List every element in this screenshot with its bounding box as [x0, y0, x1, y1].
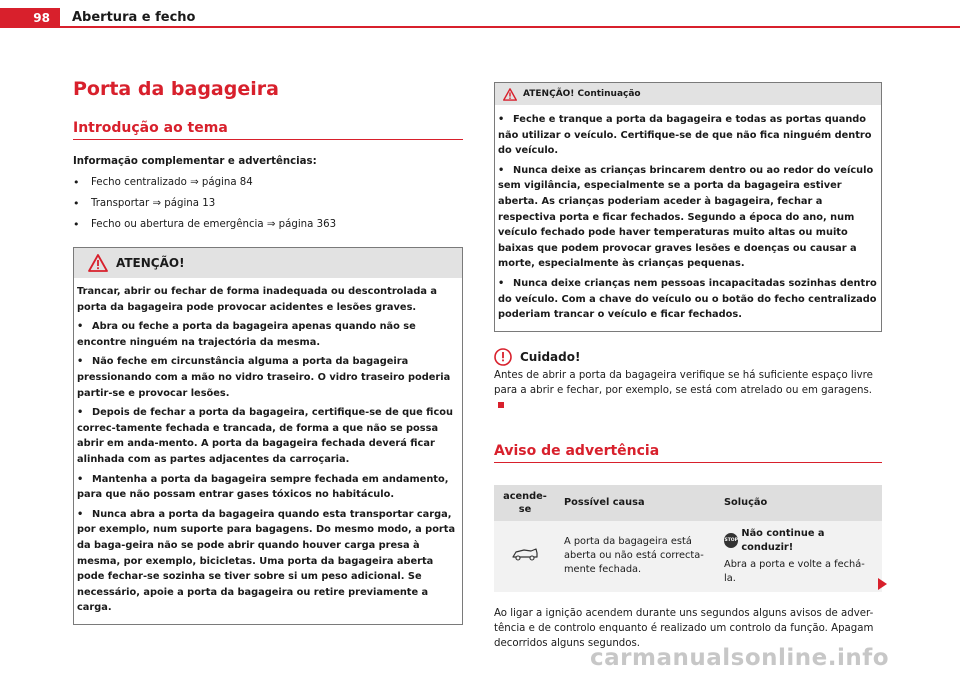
table-header: Solução — [716, 485, 882, 521]
warning-lamp-note: Ao ligar a ignição acendem durante uns segundos alguns avisos de adver-tência e de controlo enquanto é realizado um controlo da função. Apagam decorridos alguns segundos. — [494, 607, 874, 649]
warning-body — [74, 278, 462, 624]
end-marker-icon — [498, 402, 504, 408]
warning-lamp-heading: Aviso de advertência — [494, 443, 882, 463]
stop-icon: STOP — [724, 533, 738, 548]
page-header — [0, 0, 960, 28]
warning-continuation-title: ATENÇÃO! Continuação — [523, 89, 641, 99]
warning-item: • Mantenha a porta da bagageira sempre fechada em andamento, para que não possam entrar gases tóxicos no habitáculo. — [77, 473, 449, 501]
caution-text: Antes de abrir a porta da bagageira verifique se há suficiente espaço livre para a abrir e fechar, por exemplo, se está com atrelado ou em garagens. — [494, 368, 882, 413]
watermark: carmanualsonline.info — [590, 645, 890, 671]
warning-header — [74, 248, 462, 278]
warning-triangle-icon — [503, 88, 517, 101]
header-rule — [60, 26, 960, 28]
table-cell-icon — [494, 521, 556, 592]
caution-title: Cuidado! — [520, 349, 581, 364]
table-row — [494, 521, 882, 592]
reference-item[interactable]: • Transportar ⇒ página 13 — [73, 193, 463, 214]
warning-continuation-box — [494, 82, 882, 332]
table-cell-solution: STOP Não continue a conduzir! Abra a porta e volte a fechá-la. — [716, 521, 882, 592]
continue-arrow-icon — [878, 578, 887, 590]
table-cell-cause: A porta da bagageira está aberta ou não está correcta-mente fechada. — [556, 521, 716, 592]
warning-continuation-body — [495, 105, 881, 331]
bullet: • — [73, 176, 80, 189]
warning-box — [73, 247, 463, 625]
warning-lamp-table — [494, 485, 882, 592]
table-header: Possível causa — [556, 485, 716, 521]
warning-triangle-icon — [88, 254, 108, 272]
warning-item: • Abra ou feche a porta da bagageira apenas quando não se encontre ninguém na trajectória da mesma. — [77, 321, 416, 348]
warning-item: • Nunca deixe crianças nem pessoas incapacitadas sozinhas dentro do veículo. Com a chave do veículo ou o botão do fecho centralizado poderiam trancar o veículo e ficar fechados. — [498, 277, 877, 321]
warning-item: • Nunca deixe as crianças brincarem dentro ou ao redor do veículo sem vigilância, especialmente se a porta da bagageira estiver aberta. As crianças poderiam aceder à bagageira, fechar a respectiva porta e ficar fechados. Segundo a época do ano, num veículo fechado pode haver temperaturas muito altas ou muito baixas que podem provocar graves lesões e doenças ou causar a morte, especialmente às crianças pequenas. — [498, 164, 874, 270]
right-column — [494, 82, 882, 651]
warning-continuation-header — [495, 83, 881, 105]
car-open-trunk-icon — [510, 546, 540, 562]
header-title: Abertura e fecho — [72, 10, 196, 25]
caution-heading — [494, 348, 882, 366]
intro-heading: Introdução ao tema — [73, 120, 463, 140]
warning-item: • Não feche em circunstância alguma a porta da bagageira pressionando com a mão no vidro traseiro. O vidro traseiro poderia partir-se e provocar lesões. — [77, 356, 451, 399]
bullet: • — [73, 197, 80, 210]
warning-title: ATENÇÃO! — [116, 256, 185, 270]
bullet: • — [73, 218, 80, 231]
caution-icon — [494, 348, 512, 366]
reference-item[interactable]: • Fecho ou abertura de emergência ⇒ página 363 — [73, 214, 463, 235]
section-title: Porta da bagageira — [73, 78, 279, 100]
left-column — [73, 78, 463, 625]
reference-list — [73, 172, 463, 235]
warning-lead: Trancar, abrir ou fechar de forma inadequada ou descontrolada a porta da bagageira pode provocar acidentes e lesões graves. — [77, 286, 438, 313]
reference-item[interactable]: • Fecho centralizado ⇒ página 84 — [73, 172, 463, 193]
info-label: Informação complementar e advertências: — [73, 156, 317, 167]
warning-item: • Nunca abra a porta da bagageira quando esta transportar carga, por exemplo, num suporte para bagagens. Do mesmo modo, a porta da baga-geira não se pode abrir quando houver carga presa à mesma, por exemplo, bicicletas. Uma porta da bagageira aberta pode fechar-se sozinha se tiver sobre si um peso adicional. Se necessário, apoie a porta da bagageira ou retire previamente a carga. — [77, 508, 456, 614]
page-number: 98 — [0, 8, 60, 28]
warning-item: • Feche e tranque a porta da bagageira e todas as portas quando não utilizar o veículo. Certifique-se de que não fica ninguém dentro do veículo. — [498, 114, 872, 157]
warning-item: • Depois de fechar a porta da bagageira, certifique-se de que ficou correc-tamente fechada e trancada, de forma a que não se possa abrir em anda-mento. A porta da bagageira fechada deverá ficar alinhada com as partes adjacentes da carroçaria. — [77, 407, 453, 465]
table-header: acende-se — [494, 485, 556, 521]
